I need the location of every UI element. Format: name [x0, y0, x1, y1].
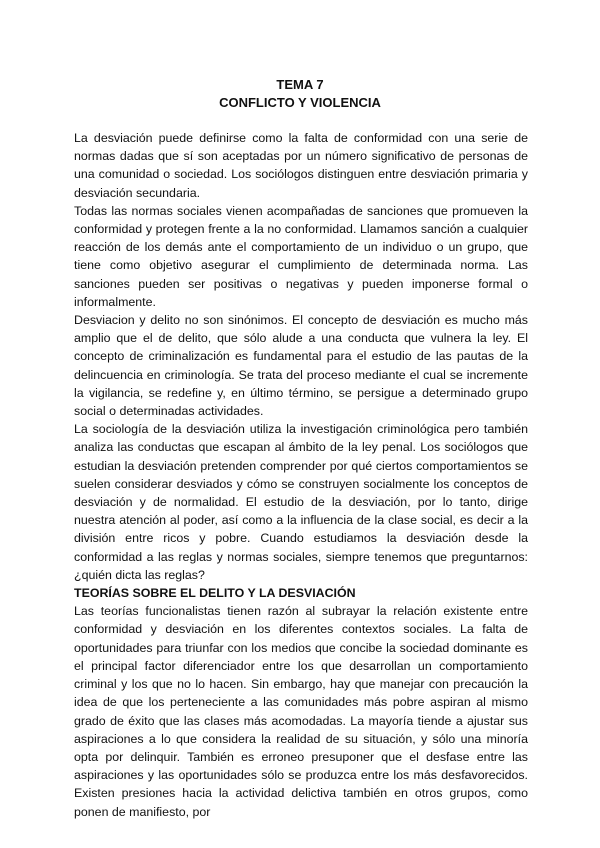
title-block — [0, 76, 600, 112]
body-paragraph: Desviacion y delito no son sinónimos. El concepto de desviación es mucho más amplio que el de delito, que sólo alude a una conducta que vulnera la ley. El concepto de criminalización es fundamental para el estudio de las pautas de la delincuencia en criminología. Se trata del proceso mediante el cual se incremente la vigilancia, se redefine y, en último término, se persigue a determinado grupo social o determinadas actividades. — [74, 313, 528, 419]
document-title-subject: CONFLICTO Y VIOLENCIA — [219, 95, 381, 110]
body-paragraph: Todas las normas sociales vienen acompañadas de sanciones que promueven la conformidad y protegen frente a la no conformidad. Llamamos sanción a cualquier reacción de los demás ante el comportamiento de un individuo o un grupo, que tiene como objetivo asegurar el cumplimiento de determinada norma. Las sanciones pueden ser positivas o negativas y pueden imponerse formal o informalmente. — [74, 203, 528, 309]
document-body — [74, 129, 528, 821]
document-title-topic: TEMA 7 — [276, 77, 324, 92]
section-heading: TEORÍAS SOBRE EL DELITO Y LA DESVIACIÓN — [74, 586, 356, 601]
body-paragraph: La sociología de la desviación utiliza la investigación criminológica pero también analiza las conductas que escapan al ámbito de la ley penal. Los sociólogos que estudian la desviación pretenden comprender por qué ciertos comportamientos se suelen considerar desviados y cómo se construyen socialmente los conceptos de desviación y de normalidad. El estudio de la desviación, por lo tanto, dirige nuestra atención al poder, así como a la influencia de la clase social, es decir a la división entre ricos y pobre. Cuando estudiamos la desviación desde la conformidad a las reglas y normas sociales, siempre tenemos que preguntarnos: ¿quién dicta las reglas? — [74, 422, 528, 582]
section-paragraph: Las teorías funcionalistas tienen razón al subrayar la relación existente entre conformidad y desviación en los diferentes contextos sociales. La falta de oportunidades para triunfar con los medios que concibe la sociedad dominante es el principal factor diferenciador entre los que desarrollan un comportamiento criminal y los que no lo hacen. Sin embargo, hay que manejar con precaución la idea de que los perteneciente a las comunidades más pobre aspiran al mismo grado de éxito que las clases más acomodadas. La mayoría tiende a ajustar sus aspiraciones a lo que considera la realidad de su situación, y sólo una minoría opta por delinquir. También es erroneo presuponer que el desfase entre las aspiraciones y las oportunidades sólo se produzca entre los más desfavorecidos. Existen presiones hacia la actividad delictiva también en otros grupos, como ponen de manifiesto, por — [74, 604, 528, 819]
body-paragraph: La desviación puede definirse como la falta de conformidad con una serie de normas dadas que sí son aceptadas por un número significativo de personas de una comunidad o sociedad. Los sociólogos distinguen entre desviación primaria y desviación secundaria. — [74, 131, 528, 200]
